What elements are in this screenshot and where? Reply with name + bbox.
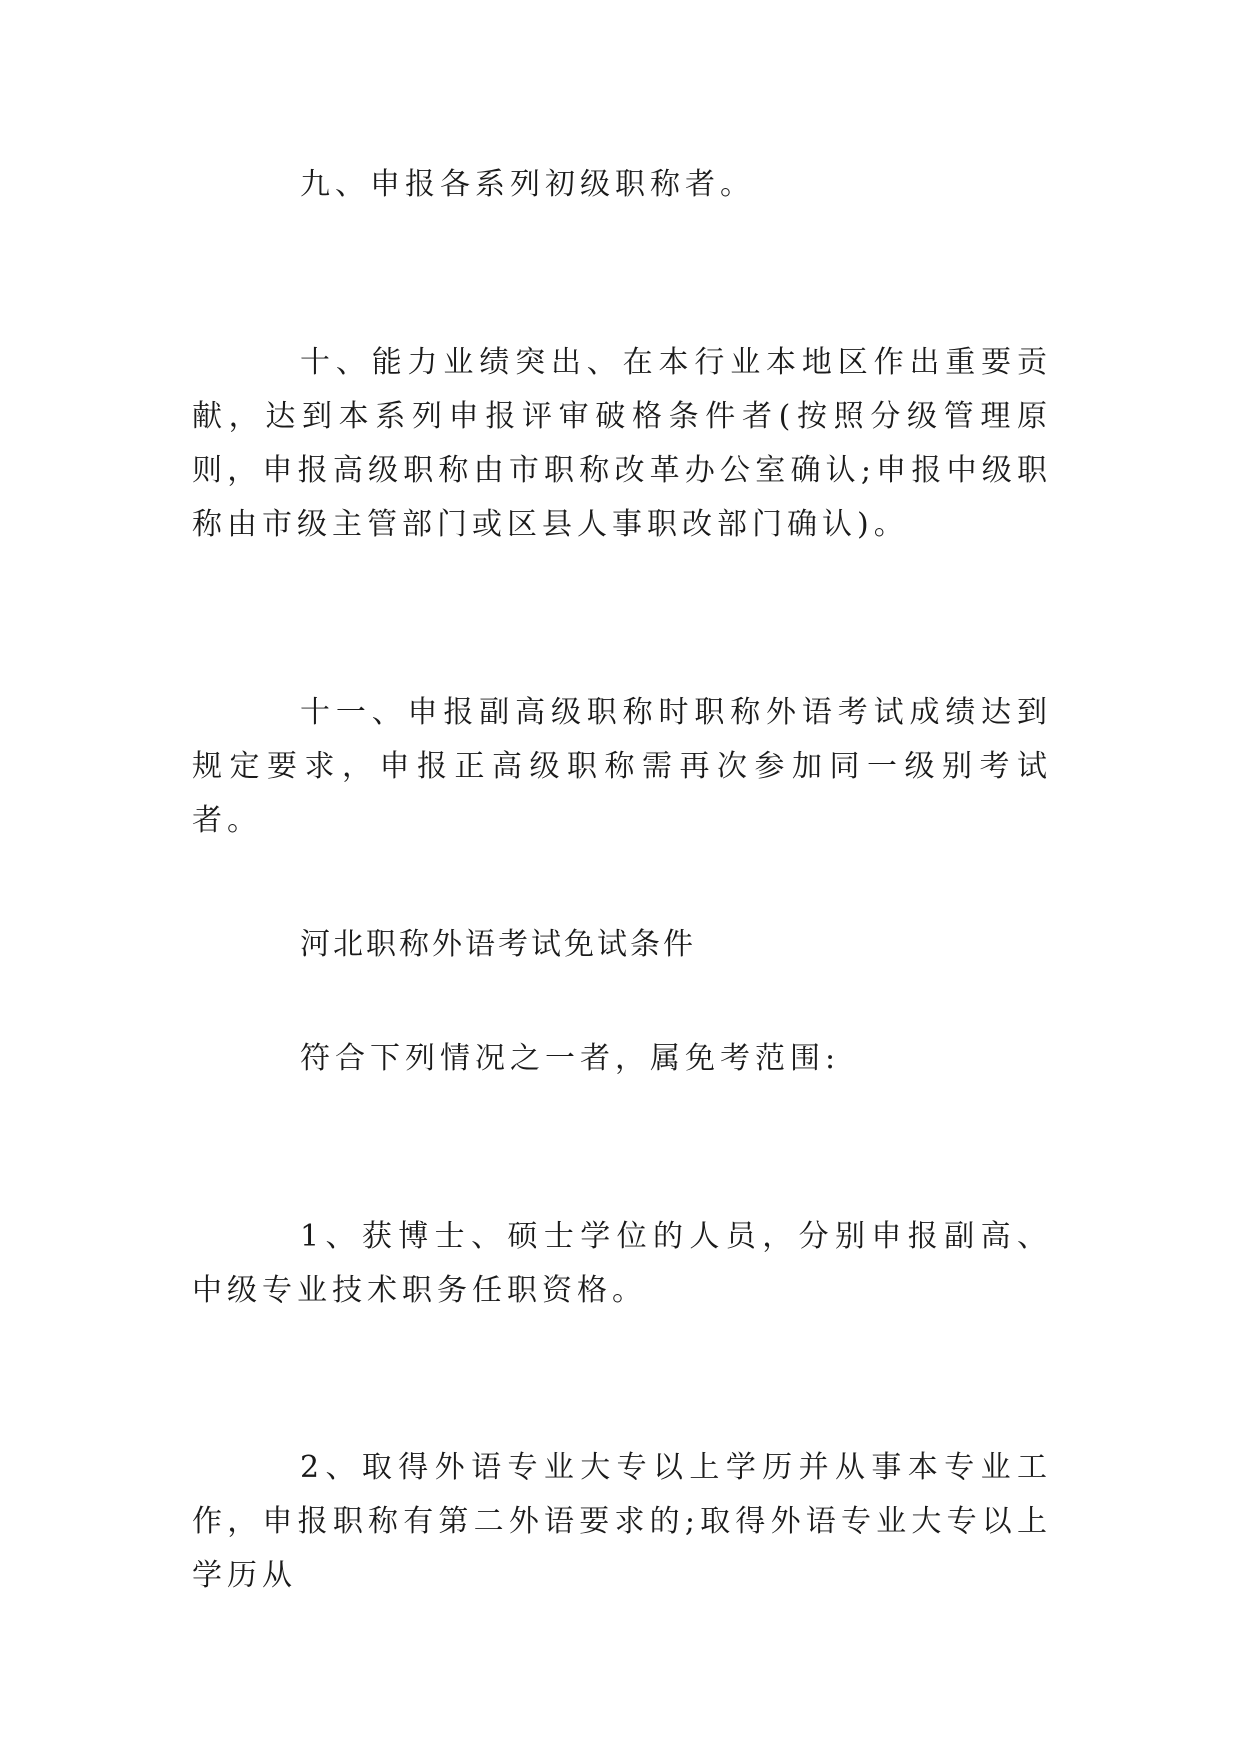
section-heading-exemption: 河北职称外语考试免试条件 — [300, 927, 696, 962]
paragraph-item-11: 十一、申报副高级职称时职称外语考试成绩达到规定要求，申报正高级职称需再次参加同一级别考试者。 — [192, 695, 1052, 838]
exemption-intro: 符合下列情况之一者，属免考范围: — [300, 1041, 841, 1076]
exemption-item-1: 1、获博士、硕士学位的人员，分别申报副高、中级专业技术职务任职资格。 — [192, 1219, 1052, 1308]
exemption-item-2: 2、取得外语专业大专以上学历并从事本专业工作，申报职称有第二外语要求的;取得外语专业大专以上学历从 — [192, 1450, 1052, 1593]
paragraph-item-10: 十、能力业绩突出、在本行业本地区作出重要贡献，达到本系列申报评审破格条件者(按照分级管理原则，申报高级职称由市职称改革办公室确认;申报中级职称由市级主管部门或区县人事职改部门确认)。 — [192, 345, 1052, 542]
paragraph-item-9: 九、申报各系列初级职称者。 — [300, 167, 755, 202]
